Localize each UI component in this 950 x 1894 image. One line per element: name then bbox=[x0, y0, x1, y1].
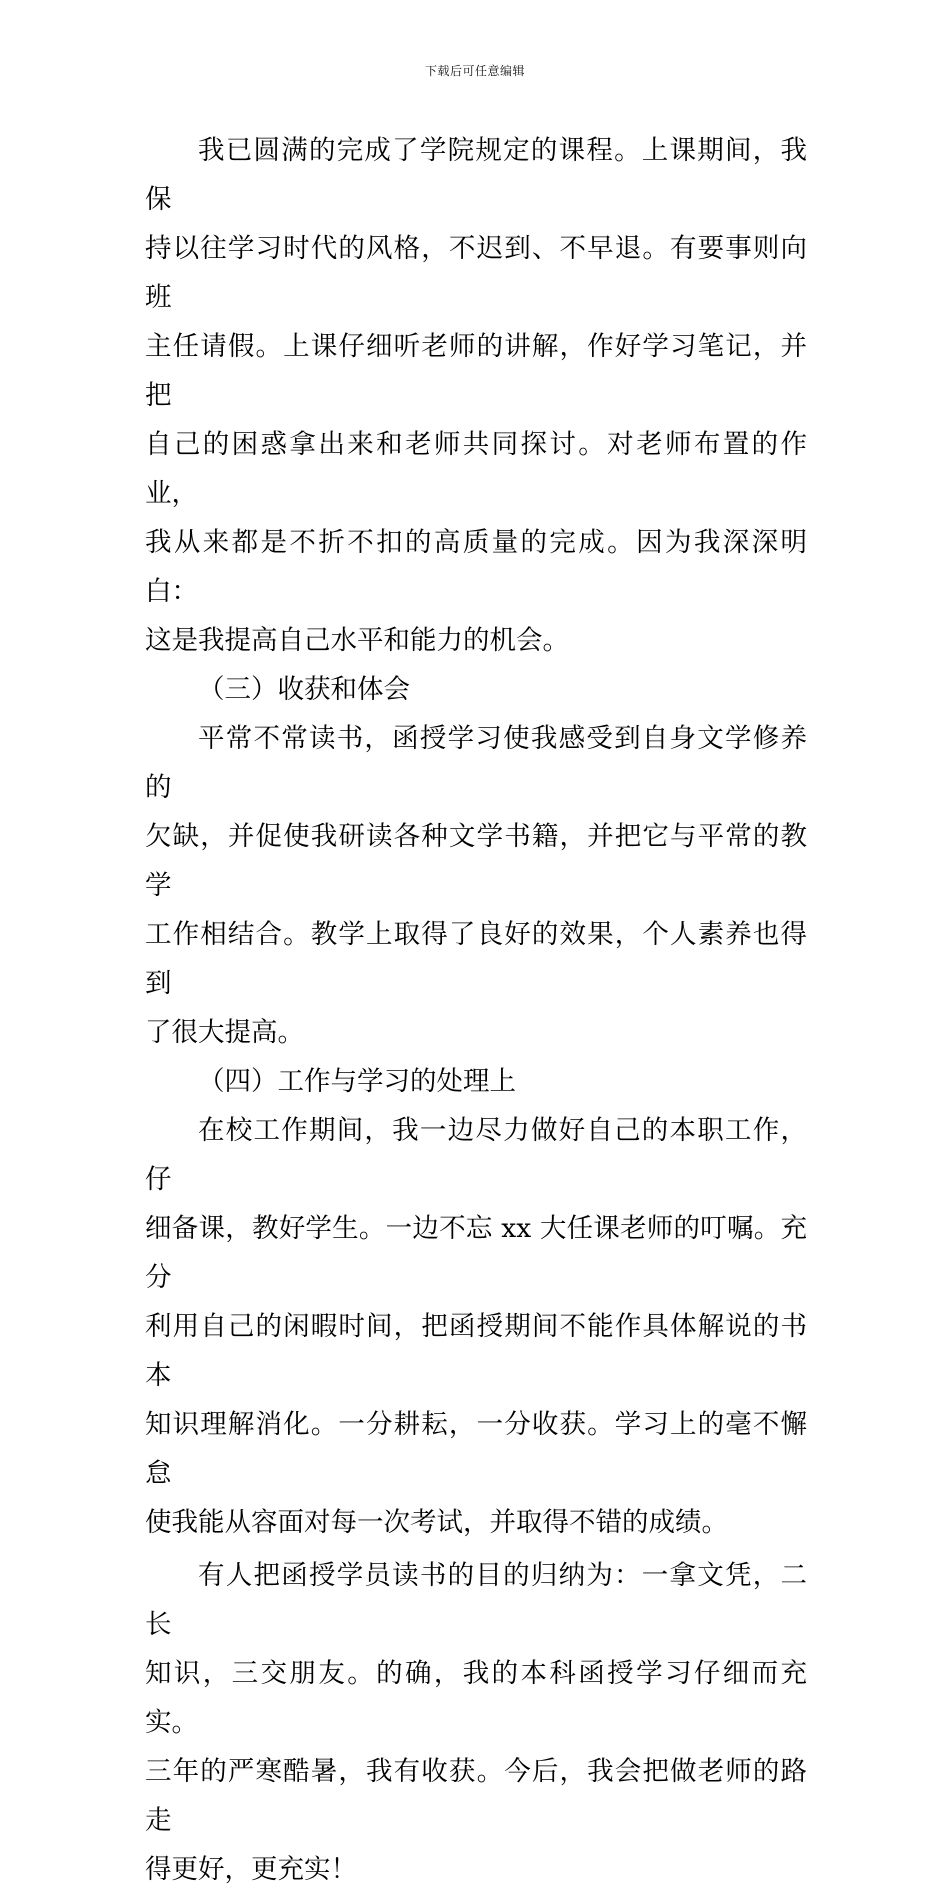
text-line: 主任请假。上课仔细听老师的讲解，作好学习笔记，并把 bbox=[145, 331, 807, 411]
text-line: 我已圆满的完成了学院规定的课程。上课期间，我保 bbox=[145, 135, 807, 215]
text-line: 了很大提高。 bbox=[145, 1017, 304, 1048]
text-line: 工作相结合。教学上取得了良好的效果，个人素养也得到 bbox=[145, 919, 807, 999]
section-title-work-study bbox=[145, 1057, 807, 1106]
text-line: 知识理解消化。一分耕耘，一分收获。学习上的毫不懈怠 bbox=[145, 1409, 807, 1489]
text-line: 这是我提高自己水平和能力的机会。 bbox=[145, 625, 569, 656]
document-body bbox=[145, 126, 807, 1894]
text-line: 我从来都是不折不扣的高质量的完成。因为我深深明白： bbox=[145, 527, 807, 607]
text-line: 得更好，更充实！ bbox=[145, 1854, 357, 1885]
text-line: 细备课，教好学生。一边不忘 xx 大任课老师的叮嘱。充分 bbox=[145, 1213, 807, 1293]
text-line: 平常不常读书，函授学习使我感受到自身文学修养的 bbox=[145, 723, 807, 803]
text-line: 自己的困惑拿出来和老师共同探讨。对老师布置的作业， bbox=[145, 429, 807, 509]
paragraph-harvest bbox=[145, 714, 807, 1057]
text-line: 知识，三交朋友。的确，我的本科函授学习仔细而充实。 bbox=[145, 1658, 807, 1738]
section-title-text: （四）工作与学习的处理上 bbox=[198, 1066, 516, 1097]
paragraph-conclusion bbox=[145, 1551, 807, 1894]
section-title-text: （三）收获和体会 bbox=[198, 674, 410, 705]
text-line: 欠缺，并促使我研读各种文学书籍，并把它与平常的教学 bbox=[145, 821, 807, 901]
text-line: 有人把函授学员读书的目的归纳为：一拿文凭，二长 bbox=[145, 1560, 807, 1640]
paragraph-work-study bbox=[145, 1106, 807, 1547]
text-line: 在校工作期间，我一边尽力做好自己的本职工作，仔 bbox=[145, 1115, 807, 1195]
text-line: 持以往学习时代的风格，不迟到、不早退。有要事则向班 bbox=[145, 233, 807, 313]
text-line: 利用自己的闲暇时间，把函授期间不能作具体解说的书本 bbox=[145, 1311, 807, 1391]
section-title-harvest bbox=[145, 665, 807, 714]
text-line: 使我能从容面对每一次考试，并取得不错的成绩。 bbox=[145, 1507, 728, 1538]
paragraph-course-completion bbox=[145, 126, 807, 665]
text-line: 三年的严寒酷暑，我有收获。今后，我会把做老师的路走 bbox=[145, 1756, 807, 1836]
page-header: 下载后可任意编辑 bbox=[424, 64, 525, 78]
